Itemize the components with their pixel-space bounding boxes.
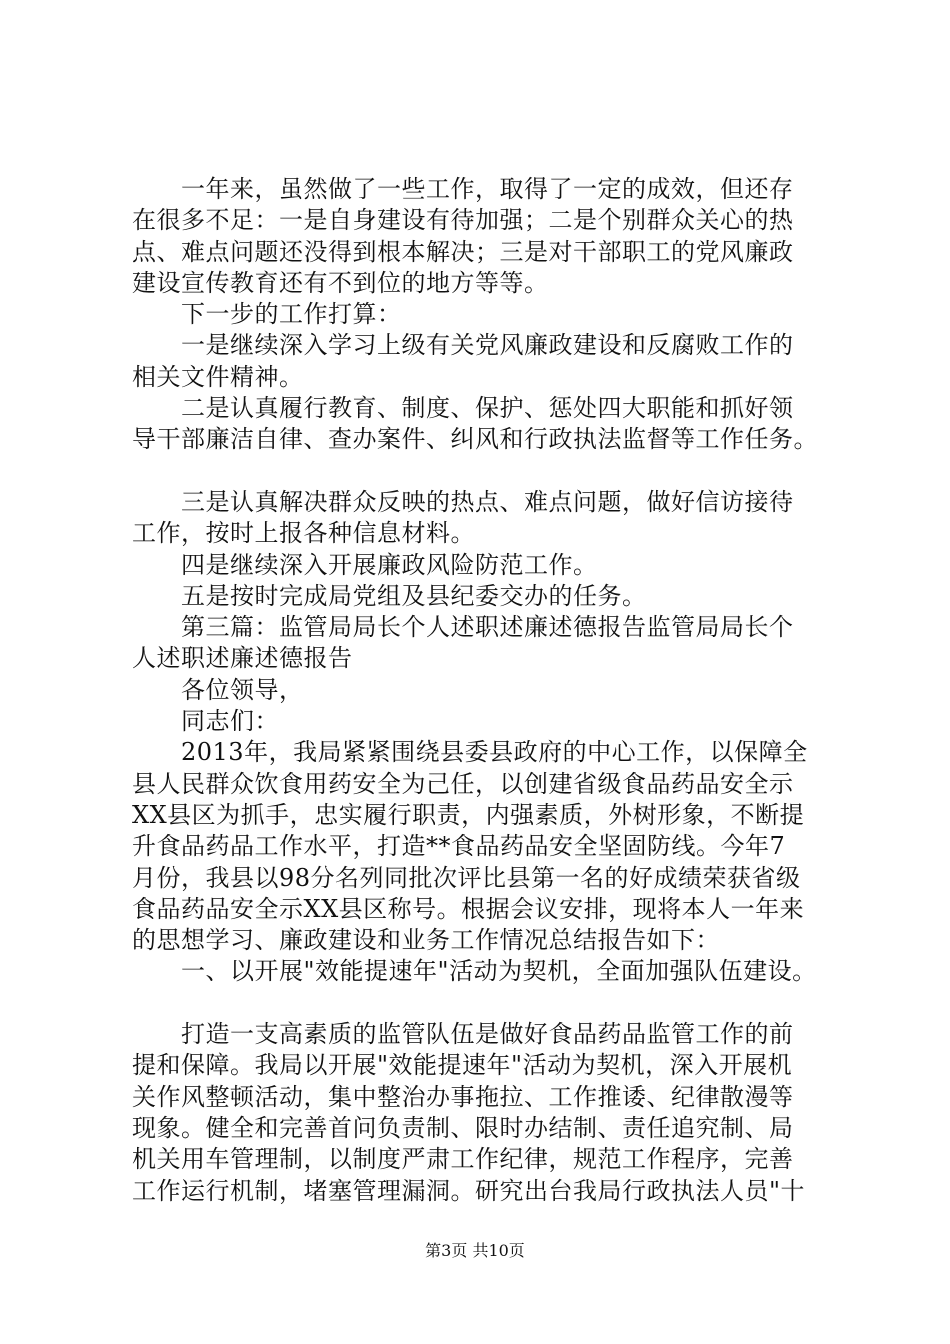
page-footer: 第3页 共10页 xyxy=(425,1241,525,1260)
text-line: 提和保障。我局以开展"效能提速年"活动为契机，深入开展机 xyxy=(132,1051,793,1080)
text-line: 升食品药品工作水平，打造**食品药品安全坚固防线。今年7 xyxy=(132,832,786,861)
document-body xyxy=(132,174,832,1207)
text-line: 导干部廉洁自律、查办案件、纠风和行政执法监督等工作任务。 xyxy=(132,425,818,454)
text-line: 点、难点问题还没得到根本解决；三是对干部职工的党风廉政 xyxy=(132,237,794,266)
text-line: 五是按时完成局党组及县纪委交办的任务。 xyxy=(132,581,647,610)
text-line: 建设宣传教育还有不到位的地方等等。 xyxy=(132,268,549,297)
text-line: 机关用车管理制，以制度严肃工作纪律，规范工作程序，完善 xyxy=(132,1145,794,1174)
text-line: 的思想学习、廉政建设和业务工作情况总结报告如下： xyxy=(132,926,720,955)
text-line: 工作，按时上报各种信息材料。 xyxy=(132,519,475,548)
text-line: 二是认真履行教育、制度、保护、惩处四大职能和抓好领 xyxy=(132,394,794,423)
text-line: 下一步的工作打算： xyxy=(132,300,402,329)
text-line: 关作风整顿活动，集中整治办事拖拉、工作推诿、纪律散漫等 xyxy=(132,1082,794,1111)
subsection-heading-line: 一、以开展"效能提速年"活动为契机，全面加强队伍建设。 xyxy=(132,957,817,986)
text-line: 一是继续深入学习上级有关党风廉政建设和反腐败工作的 xyxy=(132,331,794,360)
text-line: 月份，我县以98分名列同批次评比县第一名的好成绩荣获省级 xyxy=(132,863,801,892)
text-line: 在很多不足：一是自身建设有待加强；二是个别群众关心的热 xyxy=(132,206,794,235)
text-line: 一年来，虽然做了一些工作，取得了一定的成效，但还存 xyxy=(132,175,794,203)
text-line: 食品药品安全示XX县区称号。根据会议安排，现将本人一年来 xyxy=(132,894,805,923)
salutation-line: 同志们： xyxy=(132,707,279,736)
paragraph-gap xyxy=(132,988,832,1019)
text-line: XX县区为抓手，忠实履行职责，内强素质，外树形象，不断提 xyxy=(132,800,805,829)
salutation-line: 各位领导， xyxy=(132,675,304,704)
paragraph-gap xyxy=(132,456,832,487)
text-line: 2013年，我局紧紧围绕县委县政府的中心工作，以保障全 xyxy=(132,738,808,767)
text-line: 现象。健全和完善首问负责制、限时办结制、责任追究制、局 xyxy=(132,1113,794,1142)
text-line: 相关文件精神。 xyxy=(132,362,304,391)
text-line: 县人民群众饮食用药安全为己任，以创建省级食品药品安全示 xyxy=(132,769,794,798)
section-heading-line: 人述职述廉述德报告 xyxy=(132,644,353,673)
text-line: 三是认真解决群众反映的热点、难点问题，做好信访接待 xyxy=(132,487,794,516)
section-heading-line: 第三篇：监管局局长个人述职述廉述德报告监管局局长个 xyxy=(132,613,794,642)
text-line: 打造一支高素质的监管队伍是做好食品药品监管工作的前 xyxy=(132,1020,794,1049)
text-line: 四是继续深入开展廉政风险防范工作。 xyxy=(132,550,598,579)
text-line: 工作运行机制，堵塞管理漏洞。研究出台我局行政执法人员"十 xyxy=(132,1176,806,1205)
